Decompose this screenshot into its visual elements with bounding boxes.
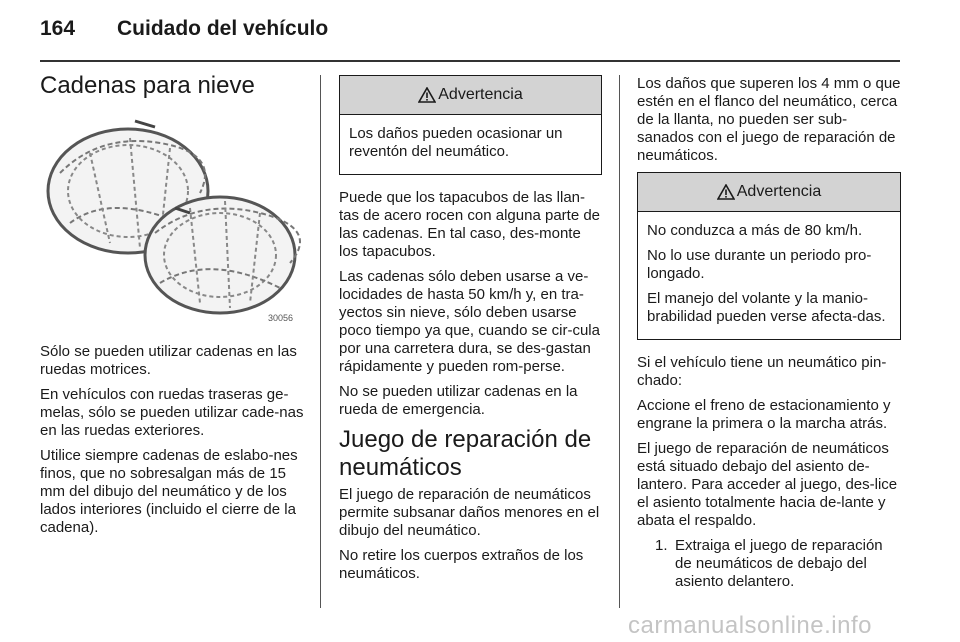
snow-chains-icon <box>40 113 302 325</box>
warning-title: Advertencia <box>736 183 822 200</box>
header-rule <box>40 60 900 62</box>
warning-triangle-icon <box>418 87 436 103</box>
column-divider <box>619 75 620 608</box>
warning-line: No lo use durante un periodo pro-longado. <box>647 247 872 282</box>
column-3-body <box>637 75 901 591</box>
column-2-body <box>339 75 602 590</box>
paragraph: Las cadenas sólo deben usarse a ve-locidades de hasta 50 km/h y, en tra-yectos sin nieve, sólo deben usarse poco tiempo ya que, cuando se cir-cula por una carretera dura, se des-gastan rápidamente y pueden rom-perse. <box>339 268 600 375</box>
paragraph: El juego de reparación de neumáticos está situado debajo del asiento de-lantero. Para acceder al juego, des-lice el asiento totalmente hacia de-lante y abata el respaldo. <box>637 440 898 529</box>
warning-triangle-icon <box>717 184 735 200</box>
page-header-title: Cuidado del vehículo <box>117 17 329 40</box>
page-number: 164 <box>40 17 76 40</box>
paragraph: Puede que los tapacubos de las llan-tas de acero rocen con alguna parte de las cadenas. En tal caso, des-monte los tapacubos. <box>339 189 601 260</box>
list-text: Extraiga el juego de reparación de neumáticos de debajo del asiento delantero. <box>675 537 883 590</box>
section-heading-tire-repair-kit: Juego de reparación de neumáticos <box>339 426 592 481</box>
figure-number: 30056 <box>268 313 294 323</box>
paragraph: No se pueden utilizar cadenas en la rueda de emergencia. <box>339 383 578 418</box>
column-1-body <box>40 343 304 544</box>
paragraph: Si el vehículo tiene un neumático pin-chado: <box>637 354 887 389</box>
watermark: carmanualsonline.info <box>628 612 872 639</box>
warning-header <box>638 173 900 212</box>
warning-header <box>340 76 601 115</box>
warning-line: El manejo del volante y la manio-brabilidad pueden verse afecta-das. <box>647 290 886 325</box>
warning-line: No conduzca a más de 80 km/h. <box>647 222 863 239</box>
paragraph: Utilice siempre cadenas de eslabo-nes finos, que no sobresalgan más de 15 mm del dibujo del neumático y de los lados interiores (incluido el cierre de la cadena). <box>40 447 298 536</box>
warning-box <box>637 172 901 340</box>
column-divider <box>320 75 321 608</box>
list-number: 1. <box>655 537 668 554</box>
paragraph: En vehículos con ruedas traseras ge-melas, sólo se pueden utilizar cade-nas en las ruedas exteriores. <box>40 386 304 439</box>
snow-chains-illustration <box>40 113 302 325</box>
section-heading-snow-chains: Cadenas para nieve <box>40 72 255 99</box>
paragraph: No retire los cuerpos extraños de los neumáticos. <box>339 547 584 582</box>
paragraph: El juego de reparación de neumáticos permite subsanar daños menores en el dibujo del neumático. <box>339 486 600 539</box>
warning-box <box>339 75 602 175</box>
list-item <box>637 537 901 591</box>
warning-title: Advertencia <box>438 86 523 103</box>
paragraph: Accione el freno de estacionamiento y engrane la primera o la marcha atrás. <box>637 397 891 432</box>
paragraph: Sólo se pueden utilizar cadenas en las ruedas motrices. <box>40 343 297 378</box>
warning-text: Los daños pueden ocasionar un reventón del neumático. <box>349 125 563 160</box>
paragraph: Los daños que superen los 4 mm o que estén en el flanco del neumático, cerca de la llanta, no pueden ser sub-sanados con el juego de reparación de neumáticos. <box>637 75 901 164</box>
